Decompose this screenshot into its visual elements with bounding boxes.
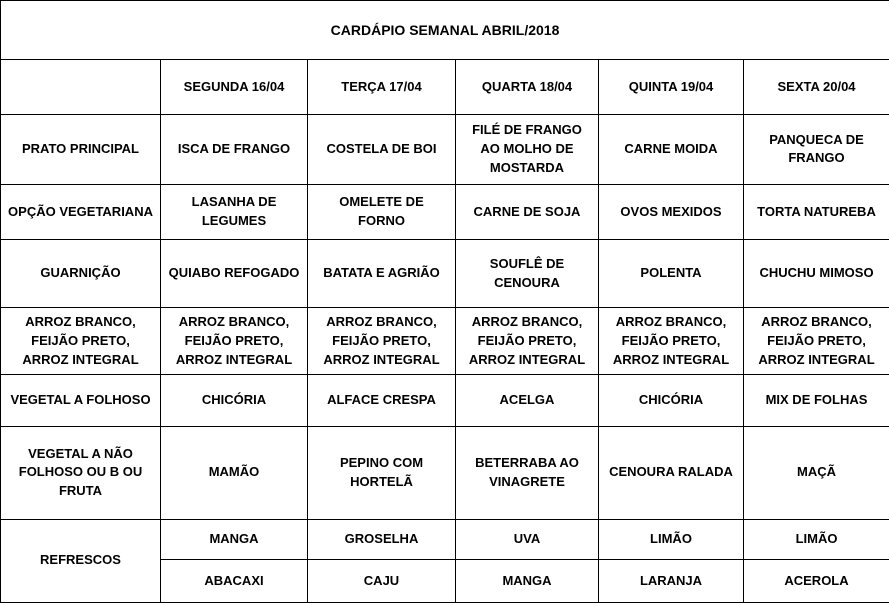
row-opcao-vegetariana [1, 185, 889, 240]
menu-cell: CHICÓRIA [599, 375, 744, 427]
menu-cell: TORTA NATUREBA [744, 185, 889, 240]
menu-cell: LASANHA DE LEGUMES [161, 185, 308, 240]
row-label-refrescos: REFRESCOS [1, 519, 161, 602]
menu-cell: MAÇÃ [744, 427, 889, 520]
column-header-quarta: QUARTA 18/04 [456, 59, 599, 114]
menu-cell: CARNE DE SOJA [456, 185, 599, 240]
row-vegetal-nao-folhoso [1, 427, 889, 520]
menu-cell: BETERRABA AO VINAGRETE [456, 427, 599, 520]
menu-cell: ARROZ BRANCO, FEIJÃO PRETO, ARROZ INTEGRAL [308, 308, 456, 375]
menu-cell: OVOS MEXIDOS [599, 185, 744, 240]
column-header-terca: TERÇA 17/04 [308, 59, 456, 114]
menu-cell: PANQUECA DE FRANGO [744, 114, 889, 184]
menu-cell: ARROZ BRANCO, FEIJÃO PRETO, ARROZ INTEGRAL [744, 308, 889, 375]
menu-cell: ARROZ BRANCO, FEIJÃO PRETO, ARROZ INTEGRAL [456, 308, 599, 375]
menu-cell: MANGA [161, 519, 308, 560]
menu-cell: ISCA DE FRANGO [161, 114, 308, 184]
row-refrescos-1 [1, 519, 889, 560]
title-row [1, 1, 889, 60]
menu-cell: LIMÃO [599, 519, 744, 560]
menu-cell: CARNE MOIDA [599, 114, 744, 184]
menu-cell: UVA [456, 519, 599, 560]
menu-cell: CHICÓRIA [161, 375, 308, 427]
row-vegetal-folhoso [1, 375, 889, 427]
menu-cell: POLENTA [599, 239, 744, 307]
menu-cell: SOUFLÊ DE CENOURA [456, 239, 599, 307]
menu-cell: PEPINO COM HORTELÃ [308, 427, 456, 520]
menu-cell: ALFACE CRESPA [308, 375, 456, 427]
menu-cell: BATATA E AGRIÃO [308, 239, 456, 307]
menu-cell: MIX DE FOLHAS [744, 375, 889, 427]
row-label-opcao-vegetariana: OPÇÃO VEGETARIANA [1, 185, 161, 240]
row-label-vegetal-nao-folhoso: VEGETAL A NÃO FOLHOSO OU B OU FRUTA [1, 427, 161, 520]
column-header-quinta: QUINTA 19/04 [599, 59, 744, 114]
menu-cell: GROSELHA [308, 519, 456, 560]
menu-cell: LARANJA [599, 560, 744, 603]
row-label-arroz-feijao: ARROZ BRANCO, FEIJÃO PRETO, ARROZ INTEGRAL [1, 308, 161, 375]
row-arroz-feijao [1, 308, 889, 375]
menu-cell: ARROZ BRANCO, FEIJÃO PRETO, ARROZ INTEGRAL [161, 308, 308, 375]
corner-cell [1, 59, 161, 114]
row-guarnicao [1, 239, 889, 307]
column-header-segunda: SEGUNDA 16/04 [161, 59, 308, 114]
page-title: CARDÁPIO SEMANAL ABRIL/2018 [1, 1, 889, 60]
row-label-prato-principal: PRATO PRINCIPAL [1, 114, 161, 184]
header-row [1, 59, 889, 114]
column-header-sexta: SEXTA 20/04 [744, 59, 889, 114]
menu-cell: CENOURA RALADA [599, 427, 744, 520]
menu-cell: MAMÃO [161, 427, 308, 520]
menu-cell: CHUCHU MIMOSO [744, 239, 889, 307]
row-label-vegetal-folhoso: VEGETAL A FOLHOSO [1, 375, 161, 427]
menu-cell: OMELETE DE FORNO [308, 185, 456, 240]
menu-cell: ARROZ BRANCO, FEIJÃO PRETO, ARROZ INTEGRAL [599, 308, 744, 375]
menu-cell: LIMÃO [744, 519, 889, 560]
row-label-guarnicao: GUARNIÇÃO [1, 239, 161, 307]
menu-cell: ACEROLA [744, 560, 889, 603]
menu-cell: FILÉ DE FRANGO AO MOLHO DE MOSTARDA [456, 114, 599, 184]
row-prato-principal [1, 114, 889, 184]
menu-cell: ABACAXI [161, 560, 308, 603]
menu-cell: CAJU [308, 560, 456, 603]
menu-cell: MANGA [456, 560, 599, 603]
menu-cell: COSTELA DE BOI [308, 114, 456, 184]
menu-cell: QUIABO REFOGADO [161, 239, 308, 307]
menu-cell: ACELGA [456, 375, 599, 427]
